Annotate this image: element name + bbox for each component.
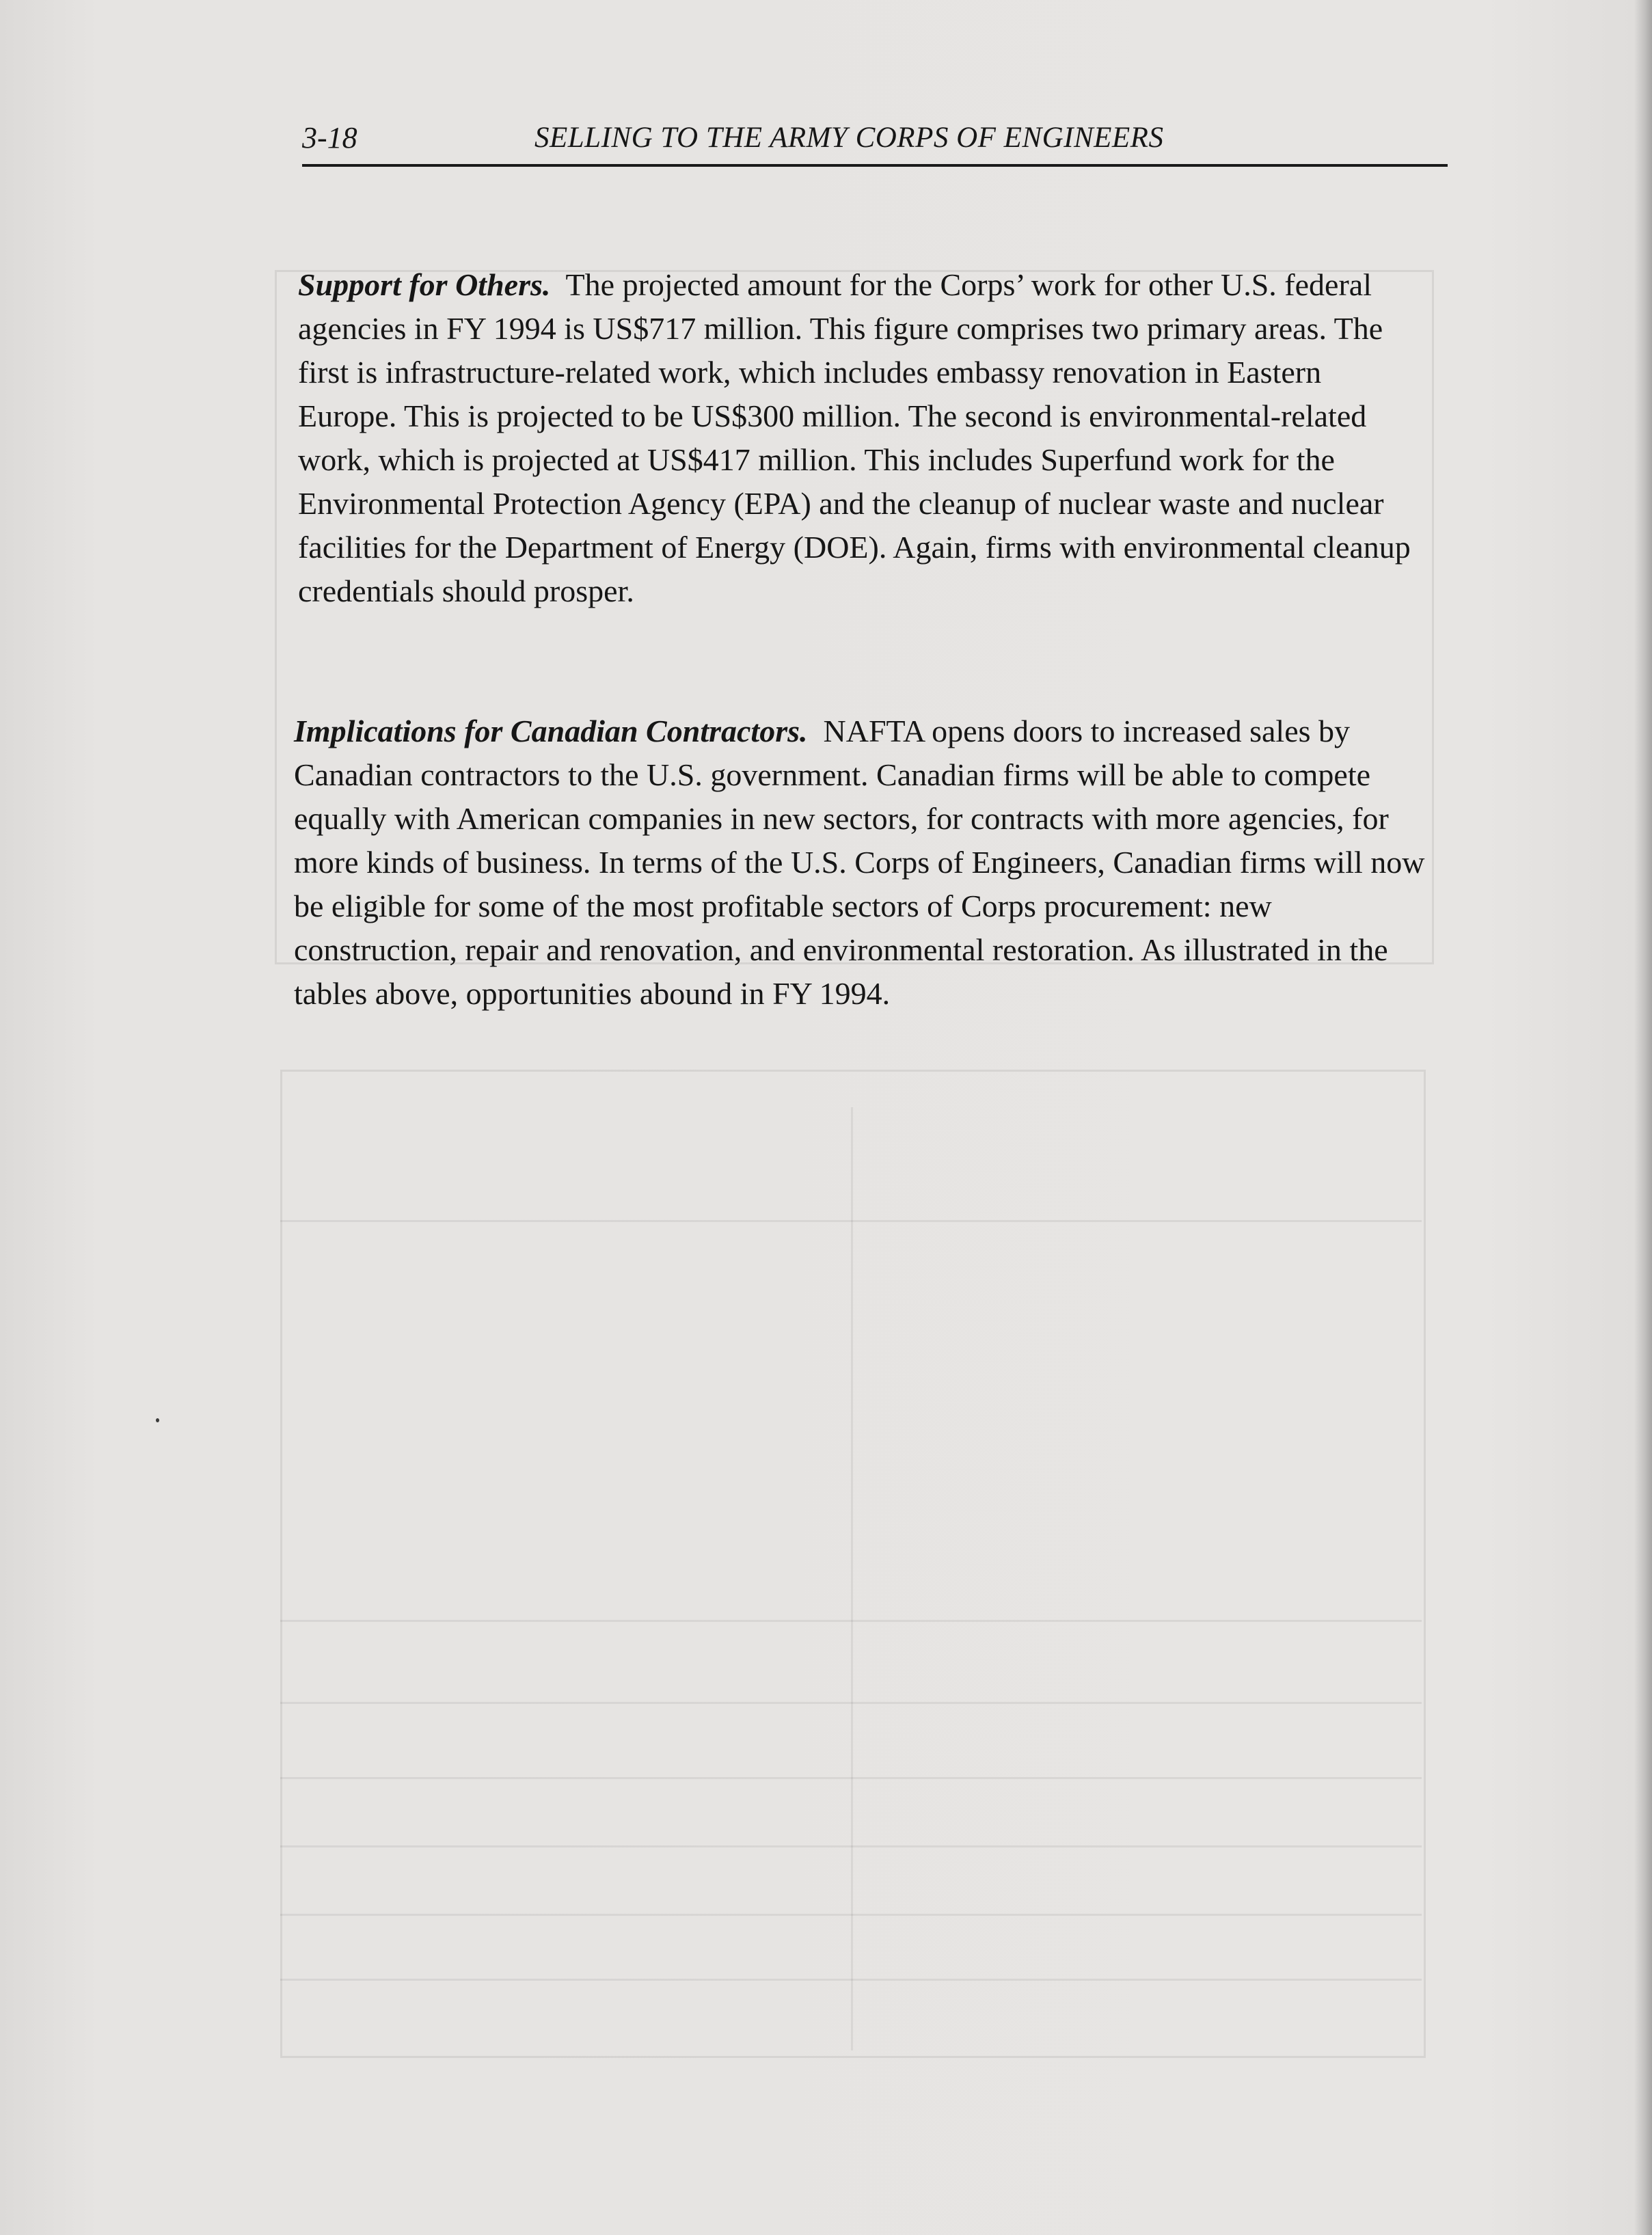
- section-heading: Support for Others.: [298, 267, 551, 302]
- running-title: SELLING TO THE ARMY CORPS OF ENGINEERS: [534, 122, 1164, 154]
- header-rule: [302, 164, 1448, 167]
- section-implications-canadian-contractors: [294, 709, 1442, 1016]
- section-heading: Implications for Canadian Contractors.: [294, 714, 808, 748]
- paragraph: [298, 263, 1419, 613]
- section-body: The projected amount for the Corps’ work for other U.S. federal agencies in FY 1994 is US$717 million. This figure comprises two primary areas. The first is infrastructure-related work, which includes embassy renovation in Eastern Europe. This is projected to be US$300 million. The second is environmental-related work, which is projected at US$417 million. This includes Superfund work for the Environmental Protection Agency (EPA) and the cleanup of nuclear waste and nuclear facilities for the Department of Energy (DOE). Again, firms with environmental cleanup credentials should prosper.: [298, 267, 1411, 608]
- paper-speck: [156, 1418, 159, 1422]
- page-number: 3-18: [302, 121, 357, 154]
- show-through-rule: [851, 1107, 853, 2050]
- paragraph: [294, 709, 1442, 1016]
- show-through-table-bottom: [280, 1070, 1426, 2058]
- running-header: [302, 118, 1448, 167]
- section-support-for-others: [298, 263, 1419, 613]
- page-edge-shadow: [1634, 0, 1652, 2235]
- section-body: NAFTA opens doors to increased sales by Canadian contractors to the U.S. government. Canadian firms will be able to compete equally with American companies in new sectors, for contracts with more agencies, for more kinds of business. In terms of the U.S. Corps of Engineers, Canadian firms will now be eligible for some of the most profitable sectors of Corps procurement: new construction, repair and renovation, and environmental restoration. As illustrated in the tables above, opportunities abound in FY 1994.: [294, 714, 1425, 1011]
